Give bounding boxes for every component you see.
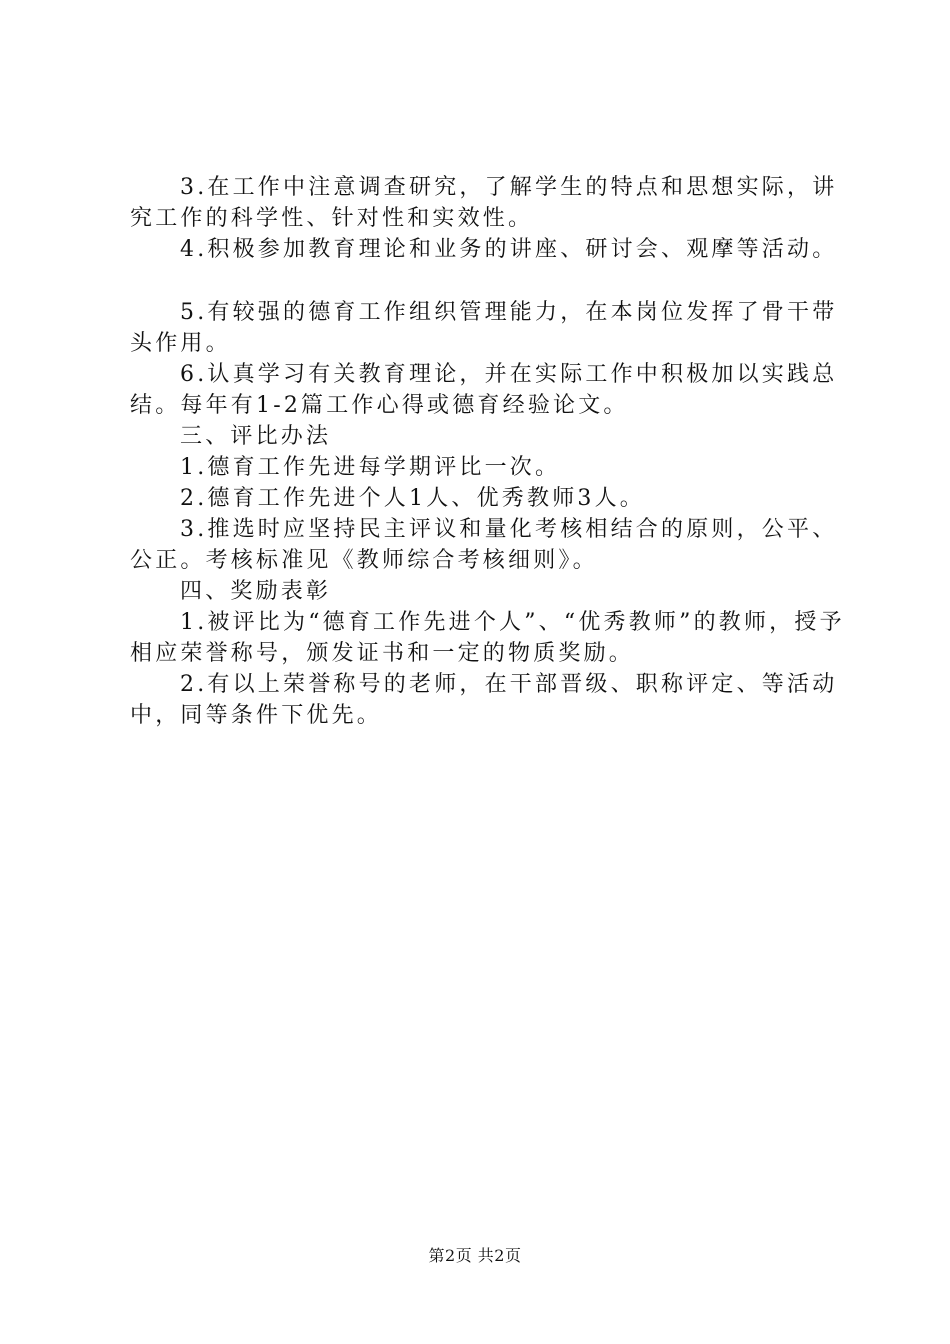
section-heading-evaluation-method: 三、评比办法 — [180, 424, 332, 449]
page-number-footer: 第2页 共2页 — [428, 1246, 522, 1265]
section-heading-rewards: 四、奖励表彰 — [180, 579, 332, 604]
paragraph-method-3: 3.推选时应坚持民主评议和量化考核相结合的原则，公平、公正。考核标准见《教师综合考核细则》。 — [130, 517, 838, 573]
paragraph-criterion-3: 3.在工作中注意调查研究，了解学生的特点和思想实际，讲究工作的科学性、针对性和实效性。 — [130, 175, 838, 231]
paragraph-criterion-6: 6.认真学习有关教育理论，并在实际工作中积极加以实践总结。每年有1-2篇工作心得或德育经验论文。 — [130, 362, 838, 418]
paragraph-criterion-4: 4.积极参加教育理论和业务的讲座、研讨会、观摩等活动。 — [180, 237, 838, 262]
paragraph-method-2: 2.德育工作先进个人1人、优秀教师3人。 — [180, 486, 645, 511]
document-body — [130, 172, 850, 731]
paragraph-reward-1: 1.被评比为“德育工作先进个人”、“优秀教师”的教师，授予相应荣誉称号，颁发证书和一定的物质奖励。 — [130, 610, 845, 666]
paragraph-reward-2: 2.有以上荣誉称号的老师，在干部晋级、职称评定、等活动中，同等条件下优先。 — [130, 672, 838, 728]
paragraph-criterion-5: 5.有较强的德育工作组织管理能力，在本岗位发挥了骨干带头作用。 — [130, 300, 838, 356]
paragraph-method-1: 1.德育工作先进每学期评比一次。 — [180, 455, 561, 480]
